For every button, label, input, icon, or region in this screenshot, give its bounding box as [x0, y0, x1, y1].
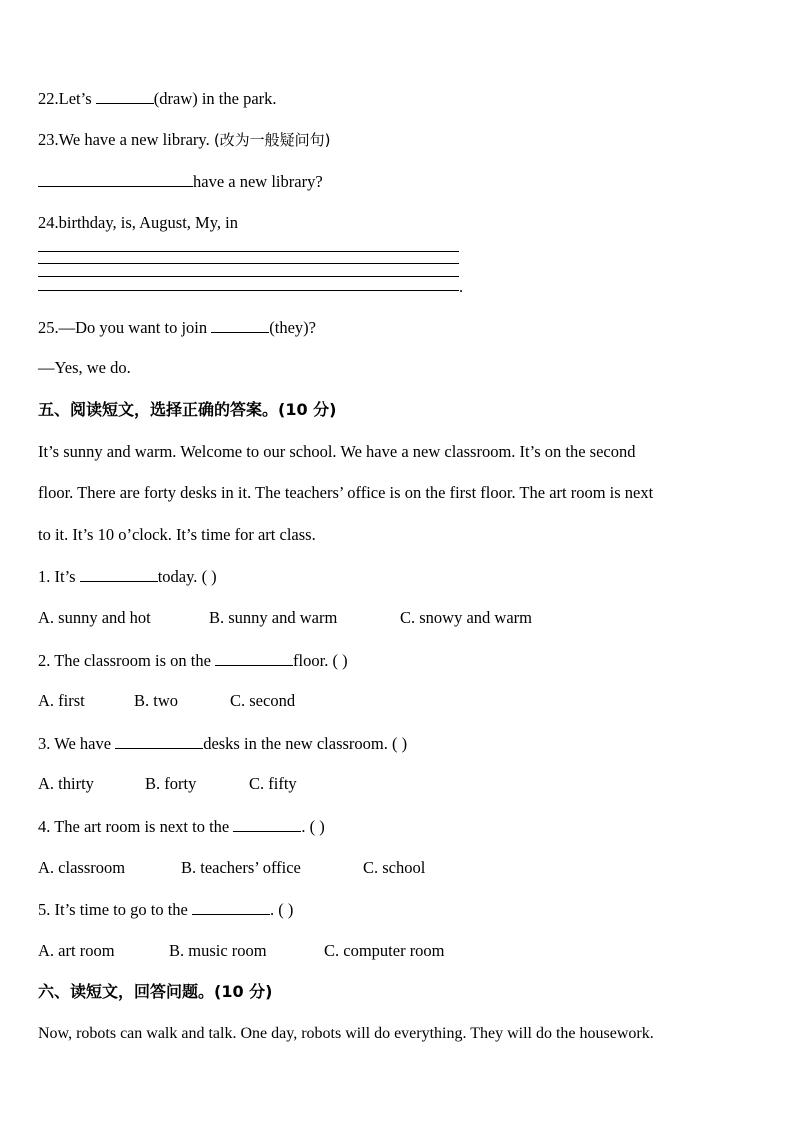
- mc4-answer-paren[interactable]: ( ): [309, 817, 325, 836]
- mc2-blank[interactable]: [215, 650, 293, 666]
- q24-answer-line-3[interactable]: [38, 276, 459, 277]
- mc-question-5: [38, 899, 293, 920]
- q24-answer-line-1[interactable]: [38, 251, 459, 252]
- mc4-suffix: .: [301, 817, 306, 836]
- mc4-blank[interactable]: [233, 816, 301, 832]
- mc5-option-b[interactable]: B. music room: [169, 941, 267, 960]
- q25-suffix: (they)?: [269, 318, 316, 337]
- mc3-blank[interactable]: [115, 733, 203, 749]
- mc5-blank[interactable]: [192, 899, 270, 915]
- question-25: [38, 317, 316, 338]
- question-22: [38, 88, 277, 109]
- passage-5-line-3: to it. It’s 10 o’clock. It’s time for art class.: [38, 525, 316, 544]
- q25-blank[interactable]: [211, 317, 269, 333]
- mc4-option-a[interactable]: A. classroom: [38, 858, 126, 877]
- mc5-option-c[interactable]: C. computer room: [324, 941, 445, 960]
- mc3-answer-paren[interactable]: ( ): [392, 734, 408, 753]
- mc1-prefix: 1. It’s: [38, 567, 80, 586]
- q22-suffix: (draw) in the park.: [153, 89, 277, 108]
- mc4-option-b[interactable]: B. teachers’ office: [181, 858, 301, 877]
- mc1-option-a[interactable]: A. sunny and hot: [38, 608, 151, 627]
- question-25-reply: [38, 358, 131, 378]
- q24-answer-line-4[interactable]: [38, 290, 459, 291]
- mc3-prefix: 3. We have: [38, 734, 116, 753]
- section-5-title: 五、阅读短文，选择正确的答案。(10 分): [38, 400, 337, 419]
- mc-question-2: [38, 650, 348, 671]
- question-23: [38, 130, 331, 150]
- q23-text: 23.We have a new library.: [38, 130, 210, 149]
- q24-end-period: .: [459, 277, 464, 296]
- q24-text: 24.birthday, is, August, My, in: [38, 213, 238, 232]
- mc5-suffix: .: [270, 900, 275, 919]
- question-23-answer: [38, 171, 323, 192]
- mc5-answer-paren[interactable]: ( ): [278, 900, 294, 919]
- q23-answer-suffix: have a new library?: [193, 172, 323, 191]
- mc2-option-a[interactable]: A. first: [38, 691, 85, 710]
- q22-blank[interactable]: [96, 88, 154, 104]
- mc3-option-a[interactable]: A. thirty: [38, 774, 94, 793]
- q23-blank[interactable]: [38, 171, 193, 187]
- section-6-title: 六、读短文，回答问题。(10 分): [38, 982, 273, 1001]
- mc4-option-c[interactable]: C. school: [363, 858, 426, 877]
- q23-hint: (改为一般疑问句): [213, 131, 331, 149]
- mc3-option-c[interactable]: C. fifty: [249, 774, 297, 793]
- q24-answer-line-2[interactable]: [38, 263, 459, 264]
- mc2-option-b[interactable]: B. two: [134, 691, 179, 710]
- mc-question-1: [38, 566, 217, 587]
- mc1-option-c[interactable]: C. snowy and warm: [400, 608, 532, 627]
- mc-question-3: [38, 733, 407, 754]
- mc5-option-a[interactable]: A. art room: [38, 941, 115, 960]
- mc2-answer-paren[interactable]: ( ): [332, 651, 348, 670]
- mc3-suffix: desks in the new classroom.: [203, 734, 388, 753]
- mc1-option-b[interactable]: B. sunny and warm: [209, 608, 338, 627]
- mc1-blank[interactable]: [80, 566, 158, 582]
- q25-prefix: 25.—Do you want to join: [38, 318, 212, 337]
- mc2-suffix: floor.: [293, 651, 329, 670]
- mc-question-4: [38, 816, 325, 837]
- mc2-prefix: 2. The classroom is on the: [38, 651, 216, 670]
- mc3-option-b[interactable]: B. forty: [145, 774, 197, 793]
- mc4-prefix: 4. The art room is next to the: [38, 817, 234, 836]
- question-24: [38, 213, 238, 233]
- q25-reply-text: —Yes, we do.: [38, 358, 131, 377]
- mc1-suffix: today.: [157, 567, 198, 586]
- q22-prefix: 22.Let’s: [38, 89, 96, 108]
- mc2-option-c[interactable]: C. second: [230, 691, 296, 710]
- passage-5-line-2: floor. There are forty desks in it. The teachers’ office is on the first floor. The art room is next: [38, 483, 654, 502]
- mc1-answer-paren[interactable]: ( ): [201, 567, 217, 586]
- mc5-prefix: 5. It’s time to go to the: [38, 900, 192, 919]
- passage-6-line-1: Now, robots can walk and talk. One day, robots will do everything. They will do the housework.: [38, 1025, 654, 1042]
- passage-5-line-1: It’s sunny and warm. Welcome to our school. We have a new classroom. It’s on the second: [38, 442, 636, 461]
